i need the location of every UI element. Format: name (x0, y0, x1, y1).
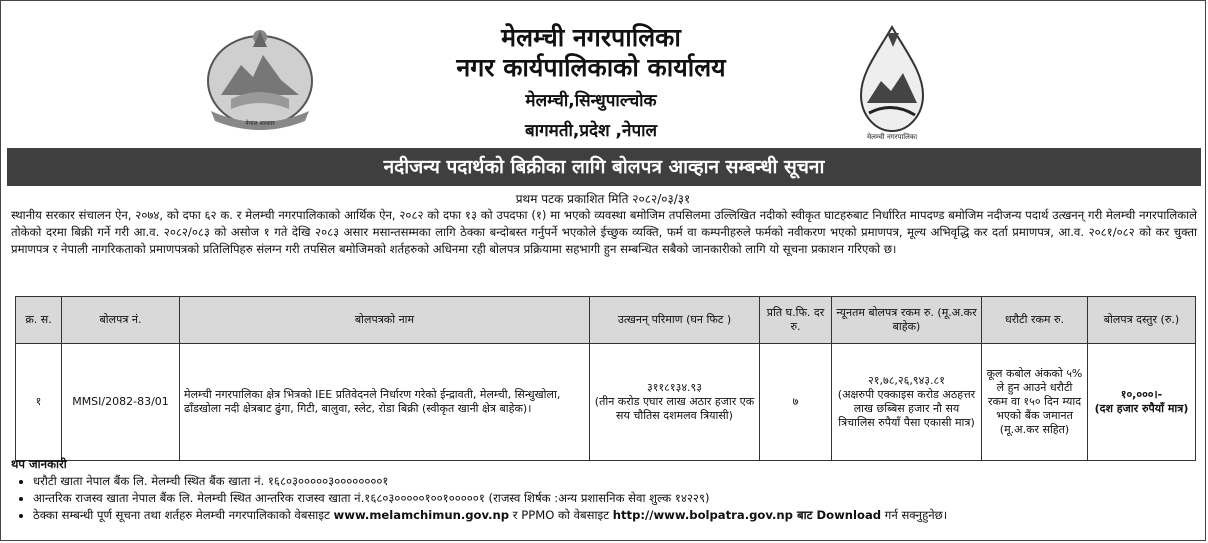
quantity-words: (तीन करोड एघार लाख अठार हजार एक सय चौतिस दशमलव त्रियासी) (594, 395, 755, 422)
fee-words: (दश हजार रुपैयाँ मात्र) (1094, 402, 1189, 415)
municipality-logo-icon (847, 23, 937, 141)
logo-caption: मेलम्ची नगरपालिका (866, 133, 918, 141)
tender-table (15, 296, 1196, 461)
cell-min-amount (832, 344, 982, 461)
header-fee: बोलपत्र दस्तुर (रु.) (1088, 297, 1196, 344)
cell-bid-name: मेलम्ची नगरपालिका क्षेत्र भित्रको IEE प्रतिवेदनले निर्धारण गरेको ईन्द्रावती, मेलम्ची, सिन्धुखोला, ढाँडखोला नदी क्षेत्रबाट ढुंगा, गिटी, बालुवा, स्लेट, रोडा बिक्री (स्वीकृत खानी क्षेत्र बाहेक)। (180, 344, 590, 461)
info-prefix: ठेक्का सम्बन्धी पूर्ण सूचना तथा शर्तहरु मेलम्ची नगरपालिकाको वेबसाइट (33, 508, 334, 522)
list-item (33, 507, 1201, 524)
org-name: मेलम्ची नगरपालिका (501, 23, 681, 52)
office-name: नगर कार्यपालिकाको कार्यालय (456, 53, 726, 82)
header-quantity: उत्खनन् परिमाण (घन फिट ) (590, 297, 760, 344)
download-word: बाट Download (792, 508, 882, 522)
cell-fee (1088, 344, 1196, 461)
header (1, 1, 1205, 147)
table-row (16, 344, 1196, 461)
list-item: • धरौटी खाता नेपाल बैंक लि. मेलम्ची स्थित बैंक खाता नं. १६८०३०००००३००००००००१ (33, 473, 1201, 490)
additional-info-list (11, 473, 1201, 524)
cell-bid-no: MMSI/2082-83/01 (62, 344, 180, 461)
info-middle: र PPMO को वेबसाइट (509, 508, 613, 522)
table-header-row (16, 297, 1196, 344)
header-min-amount: न्यूनतम बोलपत्र रकम रु. (मू.अ.कर बाहेक) (832, 297, 982, 344)
published-date: प्रथम पटक प्रकाशित मिति २०८२/०३/३१ (515, 192, 691, 206)
cell-deposit: कूल कबोल अंकको ५% ले हुन आउने धरौटी रकम वा १५० दिन म्याद भएको बैंक जमानत (मू.अ.कर सहित) (982, 344, 1088, 461)
notice-banner: नदीजन्य पदार्थको बिक्रीका लागि बोलपत्र आव्हान सम्बन्धी सूचना (7, 148, 1201, 186)
address-line-2: बागमती,प्रदेश ,नेपाल (524, 121, 658, 141)
min-amount-words: (अक्षरुपी एक्काइस करोड अठहत्तर लाख छब्बिस हजार नौ सय त्रिचालिस रुपैयाँ पैसा एकासी मात्र) (837, 388, 976, 429)
municipality-website-link[interactable]: www.melamchimun.gov.np (333, 508, 510, 522)
cell-rate: ७ (760, 344, 832, 461)
min-amount-value: २१,७८,२६,९४३.८१ (868, 374, 945, 387)
nepal-emblem-icon (201, 25, 319, 135)
address-line-1: मेलम्ची,सिन्धुपाल्चोक (525, 91, 657, 111)
ppmo-website-link[interactable]: http://www.bolpatra.gov.np (612, 508, 793, 522)
info-suffix: गर्न सक्नुहुनेछ। (881, 508, 948, 522)
header-sn: क्र. स. (16, 297, 62, 344)
cell-quantity (590, 344, 760, 461)
header-deposit: धरौटी रकम रु. (982, 297, 1088, 344)
additional-info (11, 456, 1201, 524)
list-item: • आन्तरिक राजस्व खाता नेपाल बैंक लि. मेलम्ची स्थित आन्तरिक राजस्व खाता नं.१६८०३०००००१००१०००००१ (राजस्व शिर्षक :अन्य प्रशासनिक सेवा शुल्क १४२२९) (33, 490, 1201, 507)
header-bid-no: बोलपत्र नं. (62, 297, 180, 344)
header-bid-name: बोलपत्रको नाम (180, 297, 590, 344)
emblem-caption: नेपाल सरकार (245, 120, 275, 127)
quantity-value: ३११८१३४.९३ (647, 381, 702, 394)
cell-sn: १ (16, 344, 62, 461)
header-rate: प्रति घ.फि. दर रु. (760, 297, 832, 344)
additional-info-title: थप जानकारी (11, 457, 67, 471)
organization-block (341, 23, 841, 145)
notice-body: स्थानीय सरकार संचालन ऐन, २०७४, को दफा ६२ क. र मेलम्ची नगरपालिकाको आर्थिक ऐन, २०८२ को दफा १३ को उपदफा (१) मा भएको व्यवस्था बमोजिम तपसिलमा उल्लिखित नदीको स्वीकृत घाटहरुबाट निर्धारित मापदण्ड बमोजिम नदीजन्य पदार्थ उत्खनन् गरी मेलम्ची नगरपालिकाले तोकेको दरमा बिक्री गर्ने गरी आ.व. २०८२/०८३ को असोज १ गते देखि २०८३ असार मसान्तसम्मका लागि ठेक्का बन्दोबस्त गर्नुपर्ने भएकोले ईच्छुक व्यक्ति, फर्म वा कम्पनीहरुले फर्मको नवीकरण भएको प्रमाणपत्र, मूल्य अभिवृद्धि कर दर्ता प्रमाणपत्र, आ.व. २०८१/०८२ को कर चुक्ता प्रमाणपत्र र नेपाली नागरिकताको प्रमाणपत्रको प्रतिलिपिहरु संलग्न गरी तपसिल बमोजिमको शर्तहरुको अधिनमा रही बोलपत्र प्रक्रियामा सहभागी हुन सम्बन्धित सबैको जानकारीको लागि यो सूचना प्रकाशन गरिएको छ। (11, 208, 1197, 256)
fee-value: १०,०००।- (1120, 388, 1163, 401)
